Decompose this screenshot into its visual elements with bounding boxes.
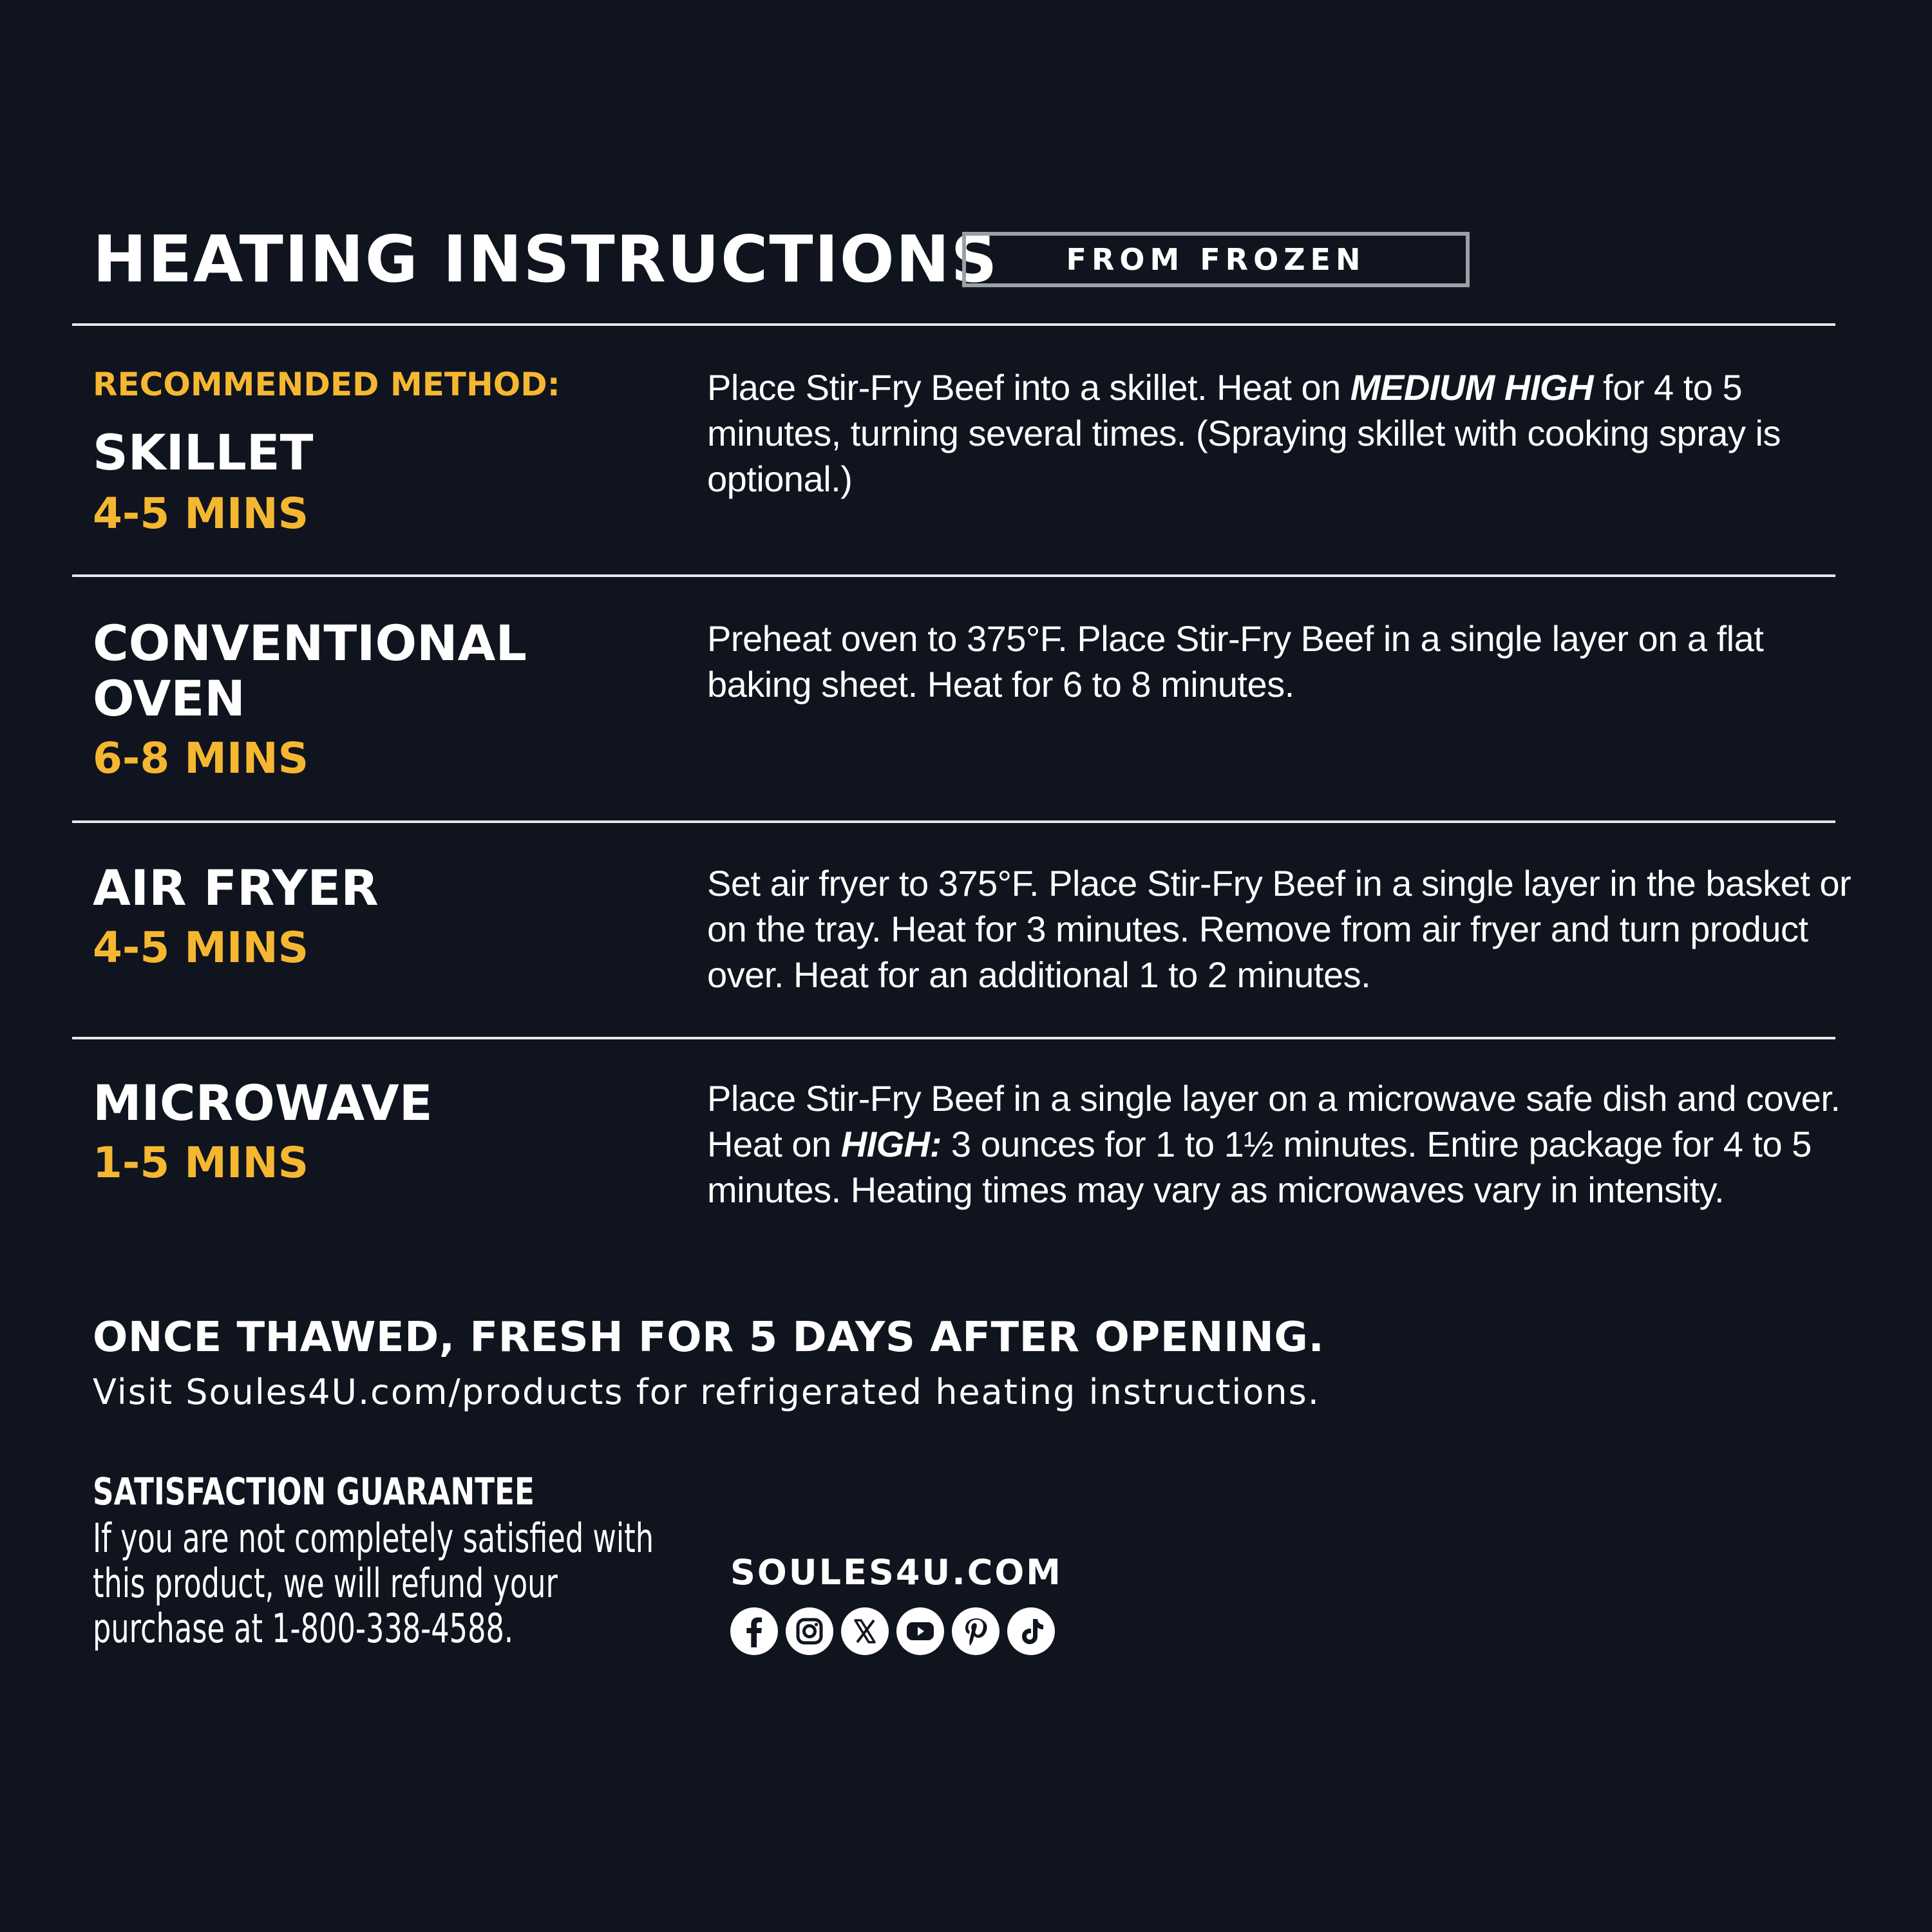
guarantee-body: If you are not completely satisfied with this product, we will refund your purchase at 1-800-338-4588. [93,1515,654,1652]
thawed-note: ONCE THAWED, FRESH FOR 5 DAYS AFTER OPENING. [93,1314,1325,1361]
method-air-fryer-desc: Set air fryer to 375°F. Place Stir-Fry Beef in a single layer in the basket or on the tray. Heat for 3 minutes. Remove from air fryer and turn product over. Heat for an additional 1 to 2 minutes. [707,863,1852,995]
website-link[interactable]: SOULES4U.COM [730,1552,1063,1593]
method-oven-desc: Preheat oven to 375°F. Place Stir-Fry Beef in a single layer on a flat baking sheet. Heat for 6 to 8 minutes. [707,618,1764,705]
divider [72,574,1835,577]
social-icons [730,1607,1055,1655]
method-oven-time: 6-8 MINS [93,734,309,783]
visit-note: Visit Soules4U.com/products for refrigerated heating instructions. [93,1372,1320,1412]
youtube-icon[interactable] [896,1607,944,1655]
method-oven-name: CONVENTIONAL OVEN [93,614,527,727]
guarantee-title: SATISFACTION GUARANTEE [93,1470,535,1513]
method-air-fryer-name: AIR FRYER [93,859,379,916]
method-microwave-time: 1-5 MINS [93,1138,309,1188]
method-skillet-time: 4-5 MINS [93,489,309,538]
x-icon[interactable] [841,1607,889,1655]
tiktok-icon[interactable] [1007,1607,1055,1655]
divider [72,820,1835,823]
instagram-icon[interactable] [786,1607,833,1655]
method-microwave-desc: Place Stir-Fry Beef in a single layer on a microwave safe dish and cover. Heat on HIGH: 3 ounces for 1 to 1½ minutes. Entire package for 4 to 5 minutes. Heating times may vary as microwaves vary in intensity. [707,1078,1841,1210]
recommended-method-label: RECOMMENDED METHOD: [93,366,560,403]
method-skillet-desc: Place Stir-Fry Beef into a skillet. Heat on MEDIUM HIGH for 4 to 5 minutes, turning several times. (Spraying skillet with cooking spray is optional.) [707,367,1781,499]
page-title: HEATING INSTRUCTIONS [93,222,999,297]
divider [72,323,1835,326]
divider [72,1037,1835,1039]
method-microwave-name: MICROWAVE [93,1074,433,1132]
badge-label: FROM FROZEN [1066,242,1366,277]
from-frozen-badge [962,232,1470,287]
method-skillet-name: SKILLET [93,424,314,481]
pinterest-icon[interactable] [952,1607,999,1655]
facebook-icon[interactable] [730,1607,778,1655]
method-air-fryer-time: 4-5 MINS [93,923,309,972]
